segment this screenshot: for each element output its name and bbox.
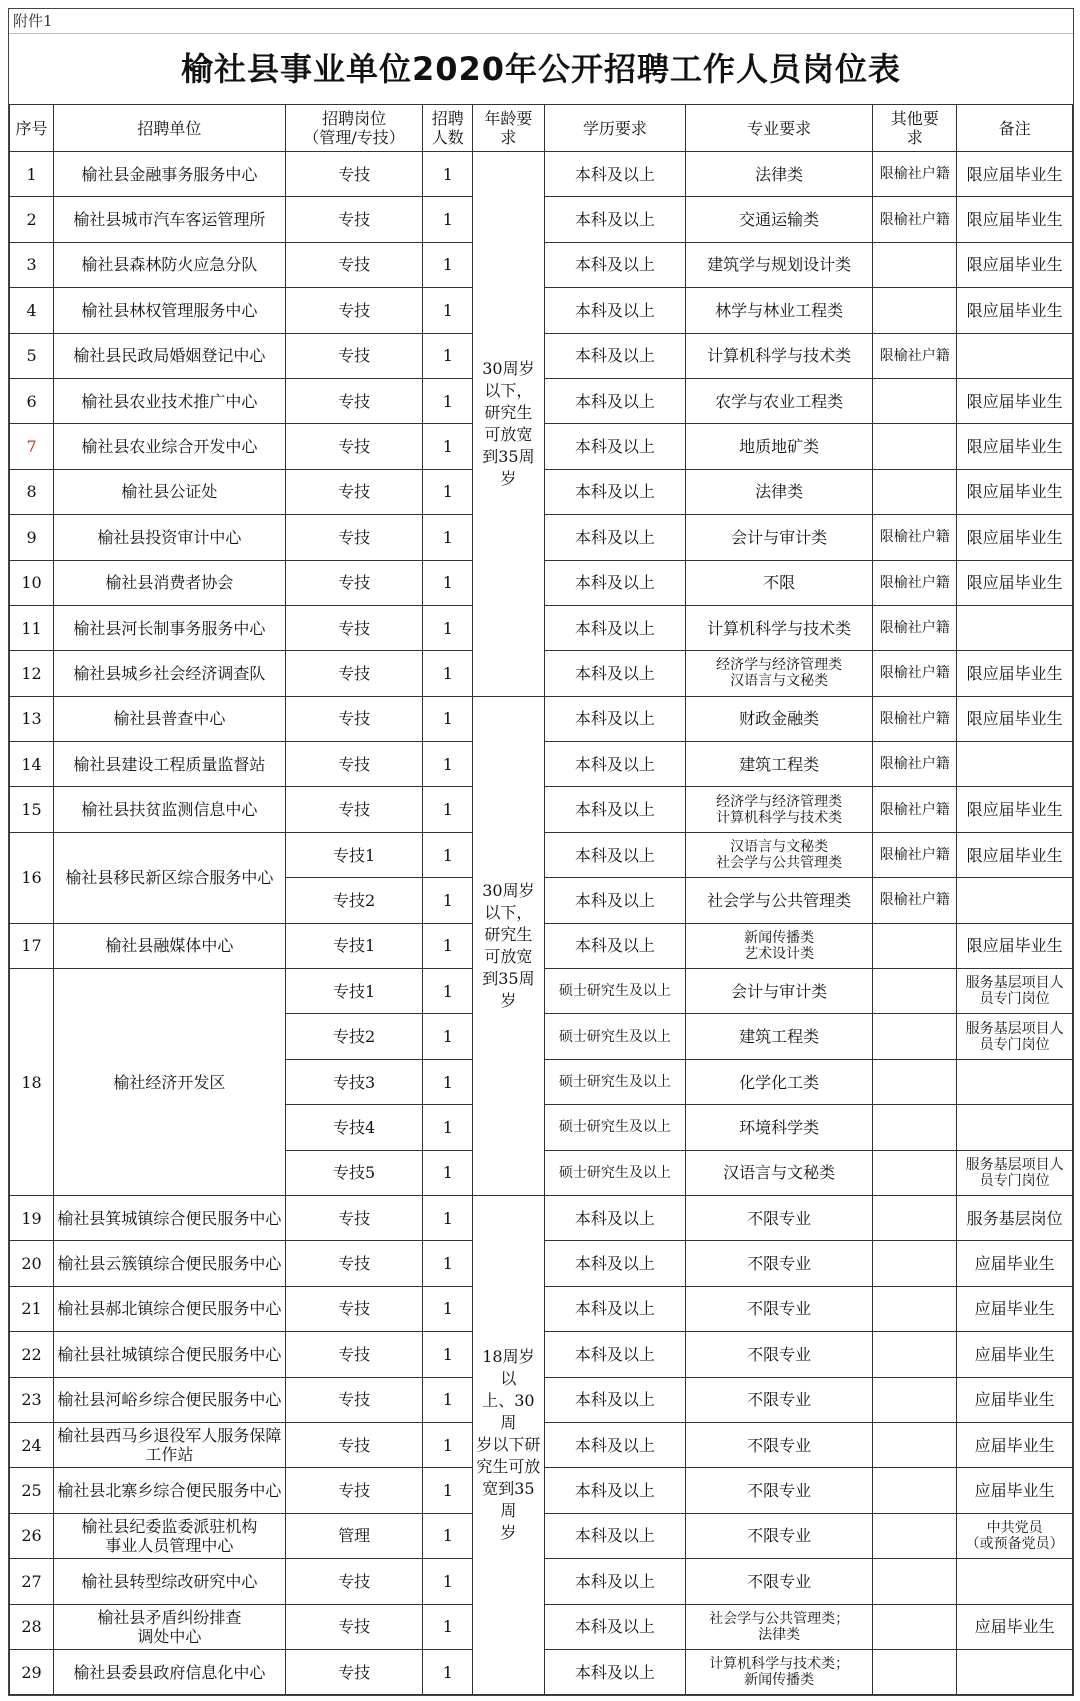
remark: 应届毕业生 (957, 1468, 1073, 1513)
post-type: 专技 (285, 1241, 423, 1286)
education-requirement: 本科及以上 (544, 605, 685, 650)
major-requirement: 法律类 (685, 152, 872, 197)
other-requirement: 限榆社户籍 (873, 152, 957, 197)
header-unit: 招聘单位 (54, 105, 286, 152)
hire-count: 1 (423, 1332, 473, 1377)
remark: 应届毕业生 (957, 1604, 1073, 1649)
header-row (10, 105, 1073, 152)
row-number: 15 (10, 787, 54, 832)
row-number: 25 (10, 1468, 54, 1513)
row-number: 17 (10, 923, 54, 968)
row-number: 24 (10, 1422, 54, 1467)
hire-count: 1 (423, 1422, 473, 1467)
hire-count: 1 (423, 333, 473, 378)
other-requirement: 限榆社户籍 (873, 832, 957, 877)
unit-name: 榆社县扶贫监测信息中心 (54, 787, 286, 832)
unit-name: 榆社县河峪乡综合便民服务中心 (54, 1377, 286, 1422)
row-number: 16 (10, 832, 54, 923)
positions-table (9, 104, 1073, 1695)
other-requirement (873, 469, 957, 514)
row-number: 22 (10, 1332, 54, 1377)
remark (957, 878, 1073, 923)
remark: 限应届毕业生 (957, 288, 1073, 333)
post-type: 专技 (285, 1649, 423, 1694)
education-requirement: 本科及以上 (544, 560, 685, 605)
other-requirement (873, 1241, 957, 1286)
row-number: 27 (10, 1559, 54, 1604)
remark: 限应届毕业生 (957, 152, 1073, 197)
major-requirement: 会计与审计类 (685, 969, 872, 1014)
row-number: 11 (10, 605, 54, 650)
header-other: 其他要 求 (873, 105, 957, 152)
unit-name: 榆社县民政局婚姻登记中心 (54, 333, 286, 378)
education-requirement: 本科及以上 (544, 1241, 685, 1286)
row-number: 19 (10, 1195, 54, 1240)
header-count: 招聘 人数 (423, 105, 473, 152)
major-requirement: 社会学与公共管理类； 法律类 (685, 1604, 872, 1649)
hire-count: 1 (423, 242, 473, 287)
major-requirement: 经济学与经济管理类 计算机科学与技术类 (685, 787, 872, 832)
other-requirement (873, 378, 957, 423)
post-type: 专技 (285, 424, 423, 469)
unit-name: 榆社县林权管理服务中心 (54, 288, 286, 333)
unit-name: 榆社县金融事务服务中心 (54, 152, 286, 197)
hire-count: 1 (423, 878, 473, 923)
major-requirement: 建筑工程类 (685, 1014, 872, 1059)
remark: 应届毕业生 (957, 1332, 1073, 1377)
education-requirement: 本科及以上 (544, 1649, 685, 1694)
education-requirement: 本科及以上 (544, 152, 685, 197)
row-number: 14 (10, 742, 54, 787)
unit-name: 榆社县西马乡退役军人服务保障工作站 (54, 1422, 286, 1467)
major-requirement: 经济学与经济管理类 汉语言与文秘类 (685, 651, 872, 696)
hire-count: 1 (423, 1059, 473, 1104)
hire-count: 1 (423, 1105, 473, 1150)
other-requirement (873, 1559, 957, 1604)
header-note: 备注 (957, 105, 1073, 152)
hire-count: 1 (423, 378, 473, 423)
post-type: 专技2 (285, 1014, 423, 1059)
major-requirement: 汉语言与文秘类 社会学与公共管理类 (685, 832, 872, 877)
education-requirement: 硕士研究生及以上 (544, 1105, 685, 1150)
attachment-label: 附件1 (9, 9, 1073, 34)
row-number: 21 (10, 1286, 54, 1331)
major-requirement: 不限专业 (685, 1241, 872, 1286)
row-number: 10 (10, 560, 54, 605)
post-type: 管理 (285, 1513, 423, 1558)
unit-name: 榆社县纪委监委派驻机构 事业人员管理中心 (54, 1513, 286, 1558)
other-requirement: 限榆社户籍 (873, 742, 957, 787)
remark: 限应届毕业生 (957, 787, 1073, 832)
major-requirement: 不限专业 (685, 1332, 872, 1377)
post-type: 专技 (285, 378, 423, 423)
major-requirement: 建筑学与规划设计类 (685, 242, 872, 287)
row-number: 5 (10, 333, 54, 378)
other-requirement (873, 1059, 957, 1104)
header-age: 年龄要 求 (473, 105, 545, 152)
post-type: 专技 (285, 1377, 423, 1422)
education-requirement: 本科及以上 (544, 1377, 685, 1422)
unit-name: 榆社县建设工程质量监督站 (54, 742, 286, 787)
major-requirement: 汉语言与文秘类 (685, 1150, 872, 1195)
post-type: 专技1 (285, 923, 423, 968)
post-type: 专技 (285, 1468, 423, 1513)
major-requirement: 不限专业 (685, 1468, 872, 1513)
other-requirement: 限榆社户籍 (873, 197, 957, 242)
remark: 服务基层项目人员专门岗位 (957, 1150, 1073, 1195)
unit-name: 榆社县融媒体中心 (54, 923, 286, 968)
remark: 限应届毕业生 (957, 923, 1073, 968)
remark: 限应届毕业生 (957, 378, 1073, 423)
major-requirement: 农学与农业工程类 (685, 378, 872, 423)
row-number: 6 (10, 378, 54, 423)
table-row (10, 696, 1073, 741)
header-no: 序号 (10, 105, 54, 152)
unit-name: 榆社县普查中心 (54, 696, 286, 741)
hire-count: 1 (423, 1604, 473, 1649)
education-requirement: 本科及以上 (544, 696, 685, 741)
post-type: 专技 (285, 696, 423, 741)
major-requirement: 不限专业 (685, 1195, 872, 1240)
remark: 限应届毕业生 (957, 651, 1073, 696)
education-requirement: 本科及以上 (544, 787, 685, 832)
other-requirement (873, 1649, 957, 1694)
hire-count: 1 (423, 923, 473, 968)
post-type: 专技 (285, 333, 423, 378)
age-requirement: 18周岁以 上、30周 岁以下研 究生可放 宽到35周 岁 (473, 1195, 545, 1694)
major-requirement: 不限专业 (685, 1422, 872, 1467)
row-number: 26 (10, 1513, 54, 1558)
post-type: 专技 (285, 1422, 423, 1467)
major-requirement: 林学与林业工程类 (685, 288, 872, 333)
other-requirement (873, 1332, 957, 1377)
other-requirement: 限榆社户籍 (873, 560, 957, 605)
post-type: 专技1 (285, 832, 423, 877)
education-requirement: 本科及以上 (544, 424, 685, 469)
other-requirement: 限榆社户籍 (873, 696, 957, 741)
hire-count: 1 (423, 1150, 473, 1195)
unit-name: 榆社县移民新区综合服务中心 (54, 832, 286, 923)
remark: 中共党员 （或预备党员） (957, 1513, 1073, 1558)
remark (957, 333, 1073, 378)
education-requirement: 本科及以上 (544, 378, 685, 423)
education-requirement: 本科及以上 (544, 1422, 685, 1467)
post-type: 专技 (285, 651, 423, 696)
post-type: 专技 (285, 1559, 423, 1604)
remark: 限应届毕业生 (957, 242, 1073, 287)
remark: 限应届毕业生 (957, 832, 1073, 877)
remark: 应届毕业生 (957, 1286, 1073, 1331)
education-requirement: 硕士研究生及以上 (544, 969, 685, 1014)
row-number: 20 (10, 1241, 54, 1286)
post-type: 专技 (285, 469, 423, 514)
remark (957, 742, 1073, 787)
remark (957, 1059, 1073, 1104)
other-requirement (873, 288, 957, 333)
major-requirement: 环境科学类 (685, 1105, 872, 1150)
row-number: 13 (10, 696, 54, 741)
other-requirement: 限榆社户籍 (873, 605, 957, 650)
remark: 限应届毕业生 (957, 515, 1073, 560)
major-requirement: 交通运输类 (685, 197, 872, 242)
unit-name: 榆社县农业技术推广中心 (54, 378, 286, 423)
hire-count: 1 (423, 651, 473, 696)
row-number: 28 (10, 1604, 54, 1649)
education-requirement: 本科及以上 (544, 1559, 685, 1604)
remark: 应届毕业生 (957, 1377, 1073, 1422)
other-requirement (873, 1513, 957, 1558)
remark (957, 1105, 1073, 1150)
unit-name: 榆社县郝北镇综合便民服务中心 (54, 1286, 286, 1331)
other-requirement: 限榆社户籍 (873, 333, 957, 378)
major-requirement: 不限专业 (685, 1286, 872, 1331)
post-type: 专技 (285, 288, 423, 333)
education-requirement: 本科及以上 (544, 333, 685, 378)
row-number: 8 (10, 469, 54, 514)
post-type: 专技2 (285, 878, 423, 923)
education-requirement: 本科及以上 (544, 1604, 685, 1649)
education-requirement: 本科及以上 (544, 197, 685, 242)
major-requirement: 不限专业 (685, 1377, 872, 1422)
unit-name: 榆社县公证处 (54, 469, 286, 514)
remark: 限应届毕业生 (957, 424, 1073, 469)
header-major: 专业要求 (685, 105, 872, 152)
education-requirement: 本科及以上 (544, 923, 685, 968)
unit-name: 榆社县城市汽车客运管理所 (54, 197, 286, 242)
post-type: 专技 (285, 1332, 423, 1377)
hire-count: 1 (423, 469, 473, 514)
education-requirement: 硕士研究生及以上 (544, 1059, 685, 1104)
education-requirement: 本科及以上 (544, 515, 685, 560)
hire-count: 1 (423, 1014, 473, 1059)
education-requirement: 本科及以上 (544, 1513, 685, 1558)
major-requirement: 会计与审计类 (685, 515, 872, 560)
remark: 限应届毕业生 (957, 560, 1073, 605)
hire-count: 1 (423, 1377, 473, 1422)
unit-name: 榆社县城乡社会经济调查队 (54, 651, 286, 696)
other-requirement (873, 923, 957, 968)
other-requirement (873, 1422, 957, 1467)
education-requirement: 本科及以上 (544, 1286, 685, 1331)
unit-name: 榆社经济开发区 (54, 969, 286, 1196)
education-requirement: 本科及以上 (544, 288, 685, 333)
education-requirement: 本科及以上 (544, 469, 685, 514)
major-requirement: 财政金融类 (685, 696, 872, 741)
post-type: 专技 (285, 1604, 423, 1649)
remark: 服务基层项目人员专门岗位 (957, 969, 1073, 1014)
row-number: 9 (10, 515, 54, 560)
post-type: 专技 (285, 152, 423, 197)
other-requirement (873, 1286, 957, 1331)
education-requirement: 硕士研究生及以上 (544, 1014, 685, 1059)
hire-count: 1 (423, 152, 473, 197)
row-number: 29 (10, 1649, 54, 1694)
education-requirement: 本科及以上 (544, 651, 685, 696)
post-type: 专技 (285, 787, 423, 832)
remark: 限应届毕业生 (957, 469, 1073, 514)
hire-count: 1 (423, 787, 473, 832)
hire-count: 1 (423, 969, 473, 1014)
major-requirement: 法律类 (685, 469, 872, 514)
other-requirement (873, 969, 957, 1014)
major-requirement: 不限 (685, 560, 872, 605)
hire-count: 1 (423, 1649, 473, 1694)
post-type: 专技 (285, 1286, 423, 1331)
table-row (10, 152, 1073, 197)
other-requirement (873, 1468, 957, 1513)
table-row (10, 1195, 1073, 1240)
unit-name: 榆社县委县政府信息化中心 (54, 1649, 286, 1694)
remark (957, 605, 1073, 650)
education-requirement: 本科及以上 (544, 1468, 685, 1513)
other-requirement (873, 1604, 957, 1649)
row-number: 2 (10, 197, 54, 242)
unit-name: 榆社县云簇镇综合便民服务中心 (54, 1241, 286, 1286)
other-requirement: 限榆社户籍 (873, 878, 957, 923)
post-type: 专技 (285, 515, 423, 560)
education-requirement: 本科及以上 (544, 1195, 685, 1240)
other-requirement (873, 242, 957, 287)
unit-name: 榆社县北寨乡综合便民服务中心 (54, 1468, 286, 1513)
hire-count: 1 (423, 560, 473, 605)
row-number: 23 (10, 1377, 54, 1422)
other-requirement (873, 1014, 957, 1059)
post-type: 专技5 (285, 1150, 423, 1195)
major-requirement: 不限专业 (685, 1559, 872, 1604)
education-requirement: 本科及以上 (544, 1332, 685, 1377)
unit-name: 榆社县森林防火应急分队 (54, 242, 286, 287)
remark: 限应届毕业生 (957, 197, 1073, 242)
row-number: 7 (10, 424, 54, 469)
other-requirement (873, 1195, 957, 1240)
major-requirement: 地质地矿类 (685, 424, 872, 469)
recruitment-sheet (8, 8, 1074, 1696)
unit-name: 榆社县箕城镇综合便民服务中心 (54, 1195, 286, 1240)
other-requirement: 限榆社户籍 (873, 787, 957, 832)
row-number: 18 (10, 969, 54, 1196)
major-requirement: 社会学与公共管理类 (685, 878, 872, 923)
hire-count: 1 (423, 696, 473, 741)
remark: 服务基层岗位 (957, 1195, 1073, 1240)
row-number: 3 (10, 242, 54, 287)
hire-count: 1 (423, 424, 473, 469)
post-type: 专技 (285, 197, 423, 242)
unit-name: 榆社县消费者协会 (54, 560, 286, 605)
major-requirement: 新闻传播类 艺术设计类 (685, 923, 872, 968)
remark (957, 1649, 1073, 1694)
post-type: 专技 (285, 242, 423, 287)
post-type: 专技 (285, 742, 423, 787)
remark: 限应届毕业生 (957, 696, 1073, 741)
post-type: 专技1 (285, 969, 423, 1014)
post-type: 专技 (285, 560, 423, 605)
unit-name: 榆社县农业综合开发中心 (54, 424, 286, 469)
education-requirement: 本科及以上 (544, 742, 685, 787)
major-requirement: 建筑工程类 (685, 742, 872, 787)
header-post: 招聘岗位 （管理/专技） (285, 105, 423, 152)
row-number: 1 (10, 152, 54, 197)
hire-count: 1 (423, 605, 473, 650)
major-requirement: 计算机科学与技术类； 新闻传播类 (685, 1649, 872, 1694)
hire-count: 1 (423, 197, 473, 242)
hire-count: 1 (423, 832, 473, 877)
hire-count: 1 (423, 742, 473, 787)
remark: 服务基层项目人员专门岗位 (957, 1014, 1073, 1059)
header-education: 学历要求 (544, 105, 685, 152)
other-requirement (873, 1105, 957, 1150)
education-requirement: 本科及以上 (544, 878, 685, 923)
hire-count: 1 (423, 1559, 473, 1604)
major-requirement: 计算机科学与技术类 (685, 605, 872, 650)
education-requirement: 本科及以上 (544, 242, 685, 287)
unit-name: 榆社县河长制事务服务中心 (54, 605, 286, 650)
major-requirement: 计算机科学与技术类 (685, 333, 872, 378)
education-requirement: 硕士研究生及以上 (544, 1150, 685, 1195)
post-type: 专技 (285, 1195, 423, 1240)
other-requirement: 限榆社户籍 (873, 651, 957, 696)
age-requirement: 30周岁 以下， 研究生 可放宽 到35周 岁 (473, 152, 545, 697)
hire-count: 1 (423, 1241, 473, 1286)
other-requirement: 限榆社户籍 (873, 515, 957, 560)
major-requirement: 不限专业 (685, 1513, 872, 1558)
row-number: 12 (10, 651, 54, 696)
other-requirement (873, 424, 957, 469)
post-type: 专技 (285, 605, 423, 650)
age-requirement: 30周岁 以下， 研究生 可放宽 到35周 岁 (473, 696, 545, 1195)
hire-count: 1 (423, 1195, 473, 1240)
hire-count: 1 (423, 1513, 473, 1558)
unit-name: 榆社县投资审计中心 (54, 515, 286, 560)
row-number: 4 (10, 288, 54, 333)
page-title: 榆社县事业单位2020年公开招聘工作人员岗位表 (180, 50, 902, 88)
remark (957, 1559, 1073, 1604)
hire-count: 1 (423, 515, 473, 560)
other-requirement (873, 1377, 957, 1422)
remark: 应届毕业生 (957, 1241, 1073, 1286)
unit-name: 榆社县转型综改研究中心 (54, 1559, 286, 1604)
other-requirement (873, 1150, 957, 1195)
major-requirement: 化学化工类 (685, 1059, 872, 1104)
education-requirement: 本科及以上 (544, 832, 685, 877)
remark: 应届毕业生 (957, 1422, 1073, 1467)
hire-count: 1 (423, 1286, 473, 1331)
hire-count: 1 (423, 288, 473, 333)
unit-name: 榆社县社城镇综合便民服务中心 (54, 1332, 286, 1377)
post-type: 专技3 (285, 1059, 423, 1104)
post-type: 专技4 (285, 1105, 423, 1150)
hire-count: 1 (423, 1468, 473, 1513)
unit-name: 榆社县矛盾纠纷排查 调处中心 (54, 1604, 286, 1649)
